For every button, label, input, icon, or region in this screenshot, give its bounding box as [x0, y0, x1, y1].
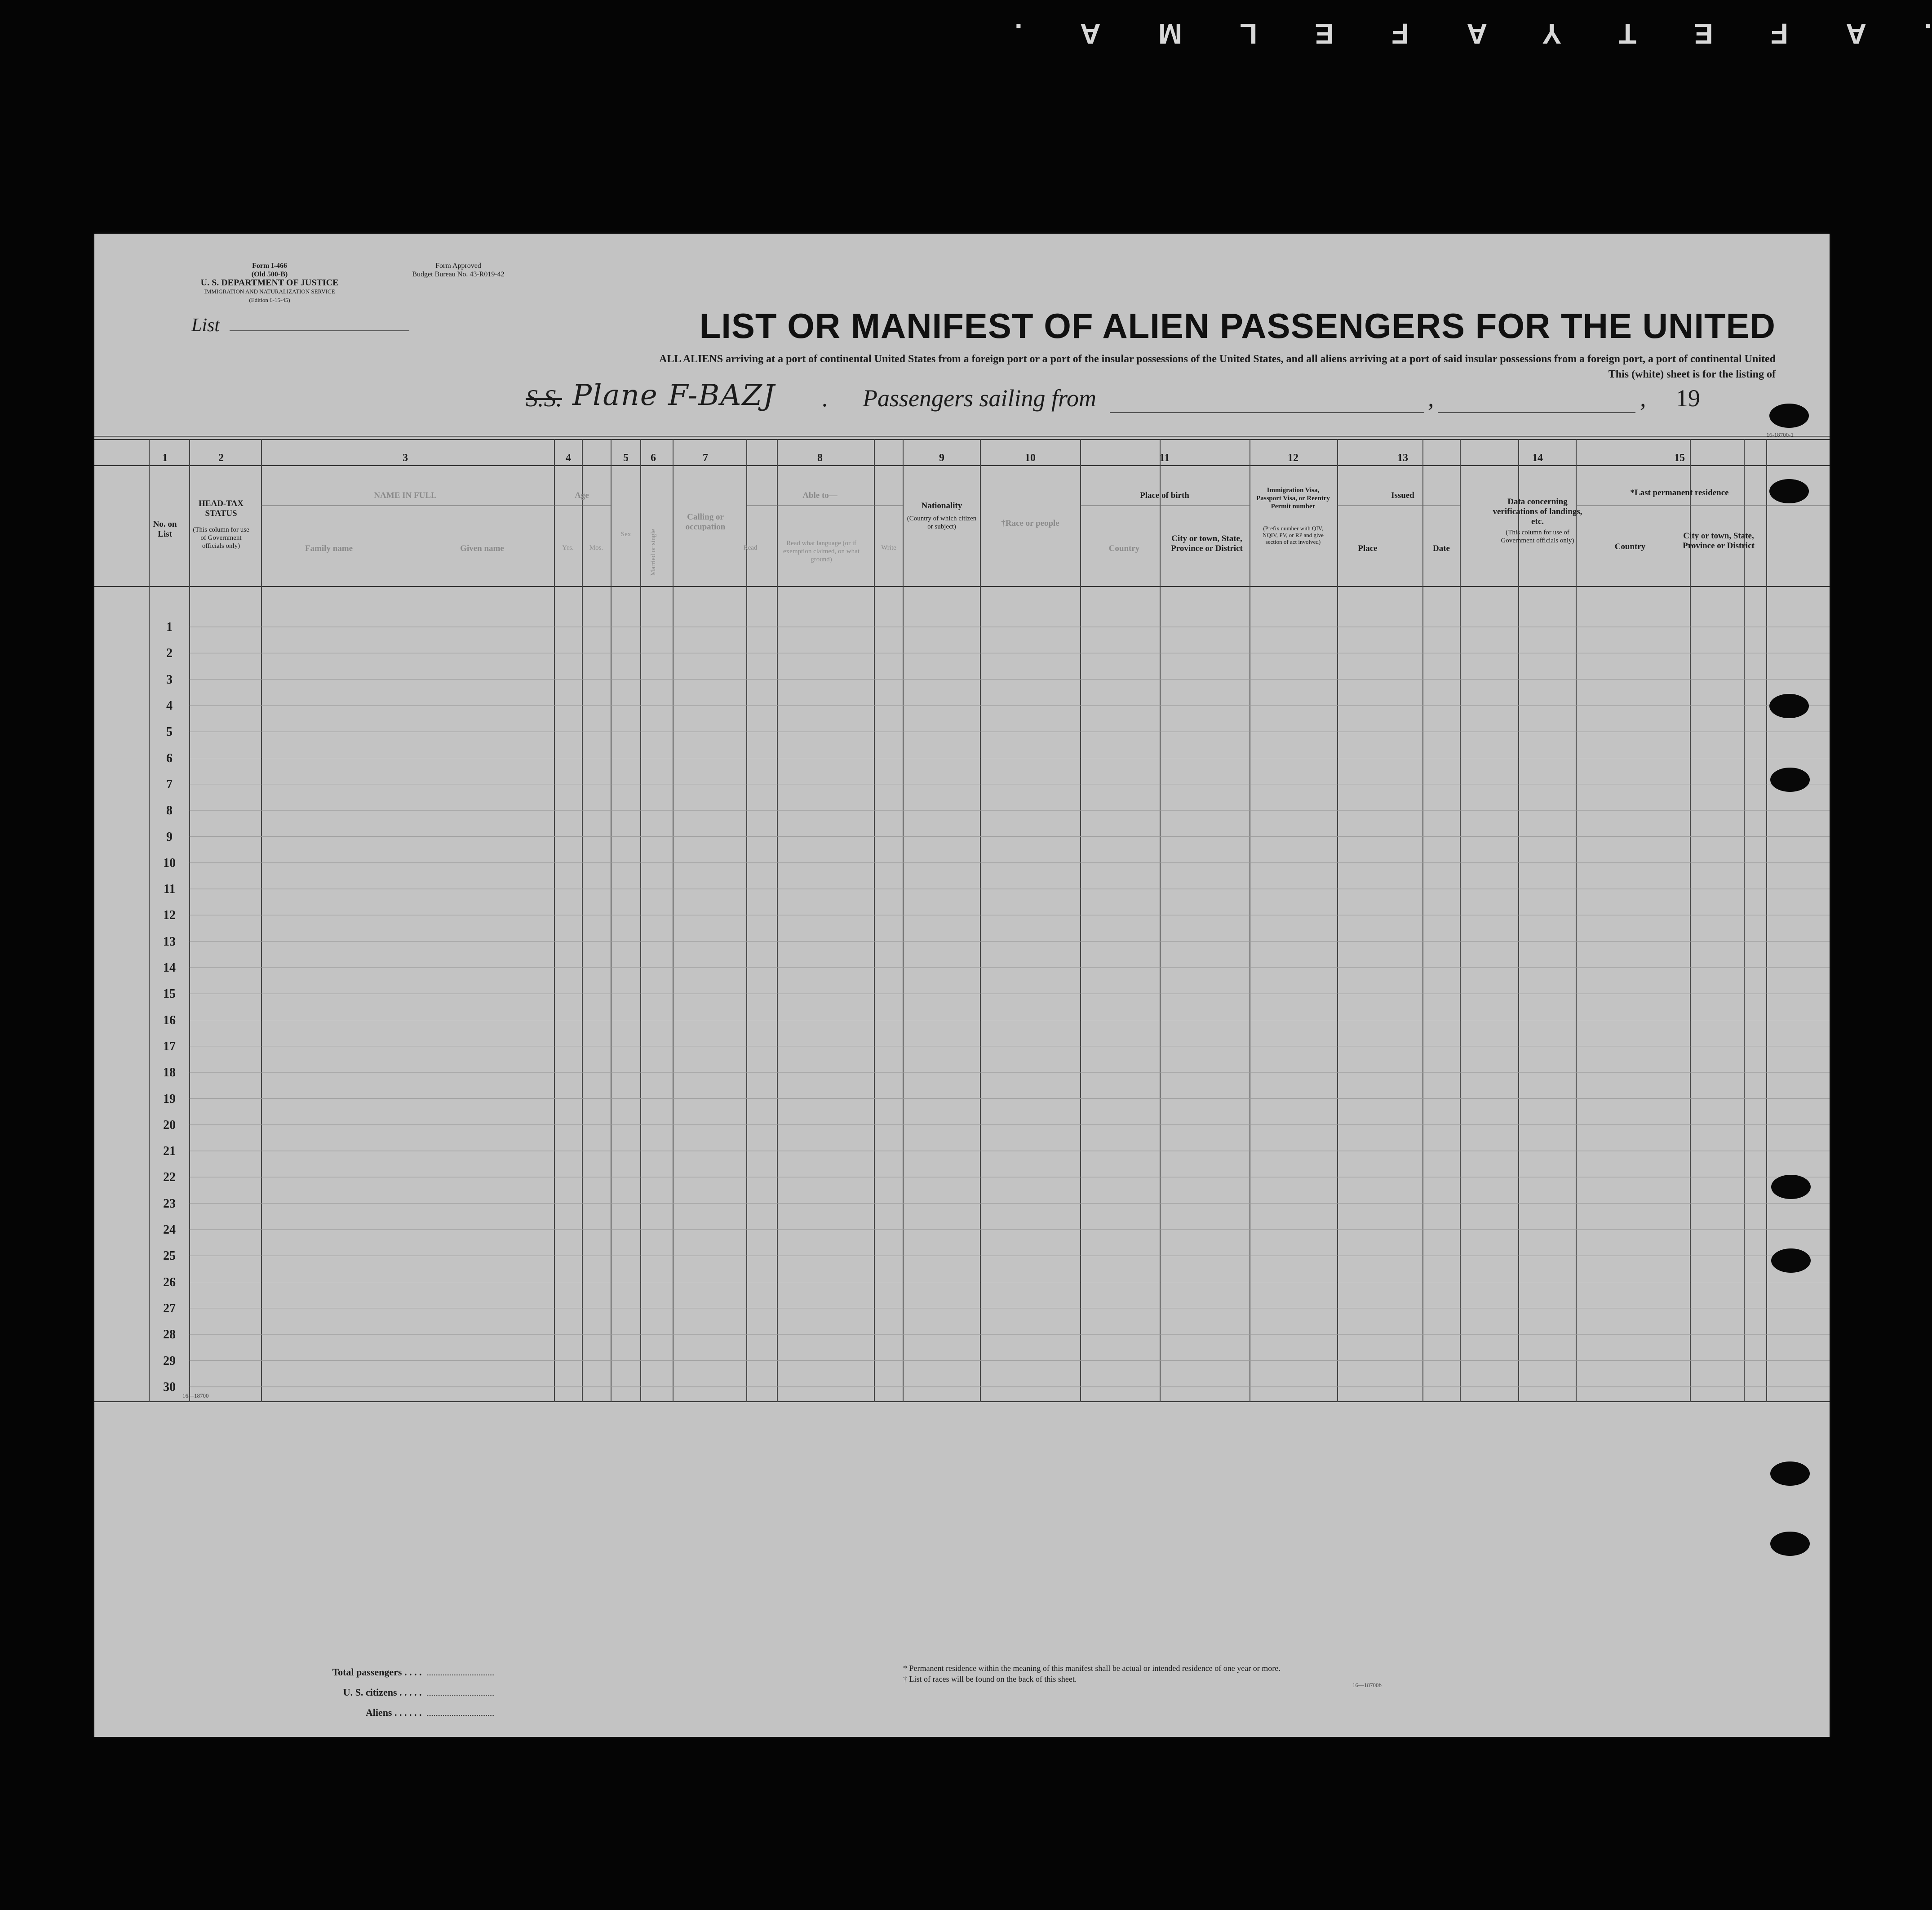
header-read: Read [743, 544, 758, 551]
header-place-of-birth: Place of birth [1140, 491, 1189, 500]
budget-number: Budget Bureau No. 43-R019-42 [412, 271, 505, 278]
header-res-country: Country [1614, 542, 1646, 551]
punch-hole [1770, 1532, 1810, 1556]
header-visa-note: (Prefix number with QIV, NQIV, PV, or RP and give section of act involved) [1263, 525, 1324, 545]
header-calling: Calling or occupation [685, 512, 726, 532]
vessel-dot: . [822, 385, 829, 412]
header-visa: Immigration Visa, Passport Visa, or Reentry Permit number [1256, 487, 1330, 510]
ss-label: S.S. [526, 385, 562, 412]
us-citizens-row: U. S. citizens . . . . . [261, 1682, 494, 1702]
header-data-concerning: Data concerning verifications of landings, etc. [1493, 497, 1582, 526]
form-old-number: (Old 500-B) [251, 271, 288, 278]
aliens-label: Aliens [365, 1707, 392, 1718]
col-number-11: 11 [1159, 452, 1170, 464]
row-number: 9 [166, 830, 173, 844]
col-number-10: 10 [1025, 452, 1036, 464]
row-number: 12 [163, 908, 176, 923]
row-number: 24 [163, 1223, 176, 1237]
header-nationality: Nationality [921, 501, 962, 511]
form-edition: (Edition 6-15-45) [249, 297, 290, 303]
sailing-from-label: Passengers sailing from [863, 385, 1097, 412]
header-age: Age [575, 491, 589, 500]
punch-hole [1771, 1175, 1811, 1199]
header-head-tax-note: (This column for use of Government officials only) [193, 526, 249, 550]
list-blank[interactable] [230, 330, 409, 331]
row-number: 6 [166, 751, 173, 765]
row-number: 2 [166, 646, 173, 661]
header-issued-place: Place [1358, 544, 1378, 553]
manifest-sheet [94, 234, 1830, 1737]
row-number: 20 [163, 1118, 176, 1132]
punch-hole [1770, 1461, 1810, 1486]
table-rules [94, 436, 1830, 1402]
approval-text: Form Approved [435, 262, 481, 270]
total-passengers-row: Total passengers . . . . [261, 1662, 494, 1682]
punch-hole [1769, 694, 1809, 718]
punch-hole [1769, 404, 1809, 428]
row-number: 7 [166, 777, 173, 791]
punch-hole [1769, 479, 1809, 503]
header-age-yrs: Yrs. [562, 544, 574, 551]
row-number: 13 [163, 934, 176, 949]
header-data-note: (This column for use of Government officials only) [1501, 529, 1574, 544]
header-issued: Issued [1391, 491, 1414, 500]
row-number: 15 [163, 987, 176, 1001]
header-write: Write [881, 544, 896, 551]
row-number: 10 [163, 856, 176, 870]
header-res-city: City or town, State, Province or District [1683, 531, 1755, 551]
header-age-mos: Mos. [589, 544, 603, 551]
service-name: IMMIGRATION AND NATURALIZATION SERVICE [204, 288, 335, 295]
col-number-9: 9 [939, 452, 944, 464]
header-given-name: Given name [460, 544, 504, 553]
row-number: 30 [163, 1380, 176, 1394]
form-code-bottom-right: 16—18700b [1352, 1682, 1382, 1688]
us-citizens-blank[interactable] [427, 1695, 494, 1696]
col-number-5: 5 [623, 452, 629, 464]
vessel-handwritten: Plane F-BAZJ [572, 379, 775, 412]
subtitle-line-2: This (white) sheet is for the listing of [1608, 369, 1776, 380]
row-number: 28 [163, 1328, 176, 1342]
subtitle [428, 351, 1776, 382]
row-number: 3 [166, 672, 173, 687]
row-number: 5 [166, 725, 173, 739]
row-number: 11 [163, 882, 176, 897]
sailing-from-blank[interactable] [1110, 412, 1424, 413]
us-citizens-label: U. S. citizens [343, 1687, 397, 1698]
film-edge-markings: .AFETYAFELMA. [957, 18, 1932, 50]
footnote-residence: * Permanent residence within the meaning of this manifest shall be actual or intended residence of one year or more. [903, 1664, 1281, 1673]
row-number: 27 [163, 1301, 176, 1315]
row-number: 29 [163, 1354, 176, 1368]
sailing-comma: , [1428, 385, 1434, 412]
col-number-7: 7 [703, 452, 708, 464]
totals-block [261, 1662, 494, 1723]
row-number: 21 [163, 1144, 176, 1159]
subtitle-line-1: ALL ALIENS arriving at a port of continental United States from a foreign port or a port of the insular possessions of the United States, and all aliens arriving at a port of said insular possessions from a foreign port, a port of continental United [659, 353, 1776, 365]
row-number: 19 [163, 1092, 176, 1106]
row-number: 18 [163, 1066, 176, 1080]
aliens-row: Aliens . . . . . . [261, 1702, 494, 1723]
row-number: 4 [166, 699, 173, 713]
row-number: 26 [163, 1275, 176, 1289]
header-name-in-full: NAME IN FULL [374, 491, 437, 500]
col-number-2: 2 [218, 452, 224, 464]
list-number-field [191, 315, 409, 336]
row-number: 25 [163, 1249, 176, 1263]
row-number: 17 [163, 1039, 176, 1053]
col-number-4: 4 [566, 452, 571, 464]
punch-hole [1771, 1248, 1811, 1273]
col-number-1: 1 [162, 452, 168, 464]
form-identifier [175, 262, 364, 304]
header-head-tax: HEAD-TAX STATUS [199, 499, 244, 518]
col-number-8: 8 [817, 452, 823, 464]
form-number: Form I-466 [252, 262, 287, 270]
col-number-14: 14 [1532, 452, 1543, 464]
header-race: †Race or people [1001, 519, 1059, 528]
header-issued-date: Date [1433, 544, 1450, 553]
row-number: 16 [163, 1013, 176, 1027]
row-number: 22 [163, 1170, 176, 1185]
total-passengers-label: Total passengers [332, 1666, 402, 1678]
header-family-name: Family name [305, 544, 353, 553]
header-able-to: Able to— [802, 491, 837, 500]
header-married: Married or single [650, 529, 657, 576]
header-sex: Sex [620, 531, 631, 538]
date-comma: , [1640, 385, 1646, 412]
header-birth-city: City or town, State, Province or District [1171, 534, 1243, 553]
row-number: 23 [163, 1196, 176, 1211]
aliens-blank[interactable] [427, 1715, 494, 1716]
col-number-6: 6 [651, 452, 656, 464]
row-number: 8 [166, 804, 173, 818]
col-number-12: 12 [1288, 452, 1298, 464]
header-read-language: Read what language (or if exemption claimed, on what ground) [783, 540, 860, 563]
page-title: LIST OR MANIFEST OF ALIEN PASSENGERS FOR THE UNITED [699, 306, 1776, 346]
header-birth-country: Country [1108, 544, 1140, 553]
form-code-top: 16-18700-1 [1766, 431, 1794, 438]
punch-hole [1770, 768, 1810, 792]
department-name: U. S. DEPARTMENT OF JUSTICE [200, 278, 339, 288]
row-number: 1 [166, 620, 173, 635]
form-code-bottom-left: 16—18700 [182, 1392, 209, 1399]
header-no-on-list: No. on List [153, 520, 177, 539]
col-number-3: 3 [403, 452, 408, 464]
footnotes [903, 1663, 1281, 1684]
header-last-residence: *Last permanent residence [1630, 488, 1729, 497]
col-number-15: 15 [1674, 452, 1685, 464]
header-nationality-note: (Country of which citizen or subject) [907, 515, 977, 530]
footnote-races: † List of races will be found on the back of this sheet. [903, 1675, 1077, 1683]
row-number: 14 [163, 961, 176, 975]
manifest-table [94, 436, 1830, 1402]
col-number-13: 13 [1397, 452, 1408, 464]
vessel-line [526, 379, 1784, 420]
sailing-date-blank[interactable] [1438, 412, 1635, 413]
list-label: List [191, 315, 220, 336]
year-prefix: 19 [1676, 385, 1700, 412]
form-approval [386, 262, 530, 279]
